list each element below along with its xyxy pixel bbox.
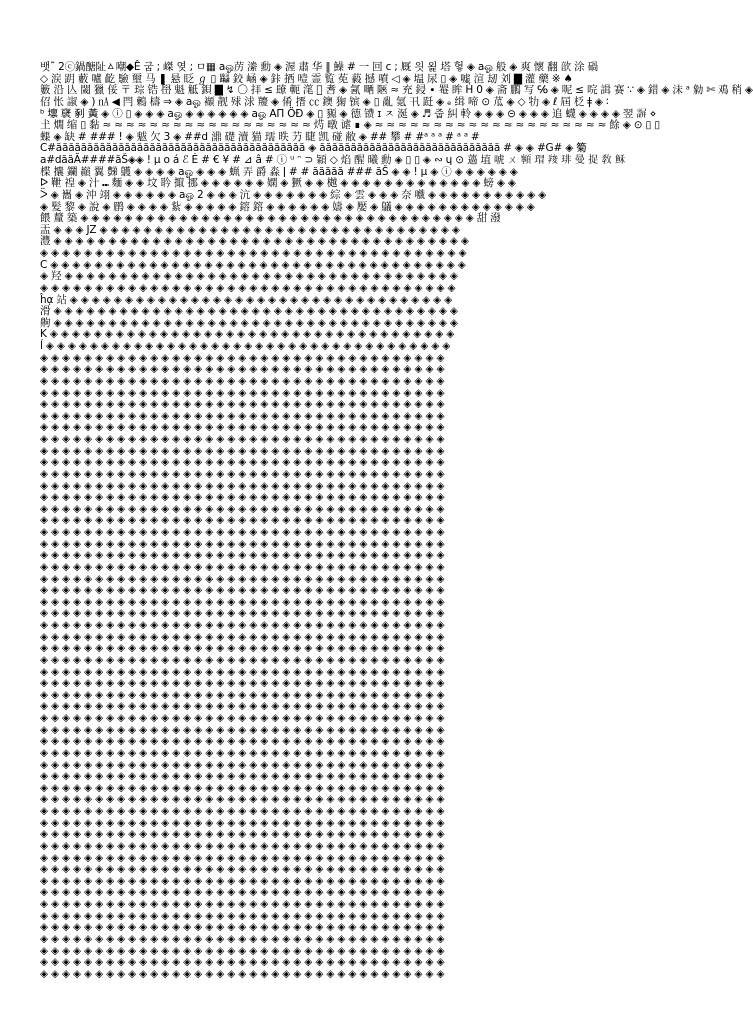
garbled-text-line: C#ăăăăăăăăăăăăăăăăăăăăăăăăăăăăăăăăăăăăăăăă ◈ ăăăăăăăăăăăăăăăăăăăăăăăăăăăăă # ◈ ◈ #G# ◈ 𥮗	[40, 142, 587, 155]
garbled-text-line: ◈ ◈ ◈ ◈ ◈ ◈ ◈ ◈ ◈ ◈ ◈ ◈ ◈ ◈ ◈ ◈ ◈ ◈ ◈ ◈ ◈ ◈ ◈ ◈ ◈ ◈ ◈ ◈ ◈ ◈ ◈ ◈ ◈ ◈ ◈ ◈ ◈	[40, 642, 445, 655]
garbled-text-line: ᐅ 靾 䄓 ◈ 汁 ⑉ 麵 ◈ ◈ 坟 耹 掫 挪 ◈ ◈ ◈ ◈ ◈ ◈ 嫻 ◈ 獗 ◈ ◈ 樾 ◈ ◈ ◈ ◈ ◈ ◈ ◈ ◈ ◈ ◈ ◈ ◈ ◈ 螃 ◈ ◈	[40, 177, 516, 190]
garbled-text-line: ◈ ◈ ◈ ◈ ◈ ◈ ◈ ◈ ◈ ◈ ◈ ◈ ◈ ◈ ◈ ◈ ◈ ◈ ◈ ◈ ◈ ◈ ◈ ◈ ◈ ◈ ◈ ◈ ◈ ◈ ◈ ◈ ◈ ◈ ◈ ◈ ◈	[40, 630, 445, 643]
garbled-text-line: ◈ ◈ ◈ ◈ ◈ ◈ ◈ ◈ ◈ ◈ ◈ ◈ ◈ ◈ ◈ ◈ ◈ ◈ ◈ ◈ ◈ ◈ ◈ ◈ ◈ ◈ ◈ ◈ ◈ ◈ ◈ ◈ ◈ ◈ ◈ ◈ ◈	[40, 909, 445, 922]
garbled-text-block	[40, 61, 753, 980]
garbled-text-line: ◈ ◈ ◈ ◈ ◈ ◈ ◈ ◈ ◈ ◈ ◈ ◈ ◈ ◈ ◈ ◈ ◈ ◈ ◈ ◈ ◈ ◈ ◈ ◈ ◈ ◈ ◈ ◈ ◈ ◈ ◈ ◈ ◈ ◈ ◈ ◈ ◈	[40, 956, 445, 969]
garbled-text-line: ◈ ◈ ◈ ◈ ◈ ◈ ◈ ◈ ◈ ◈ ◈ ◈ ◈ ◈ ◈ ◈ ◈ ◈ ◈ ◈ ◈ ◈ ◈ ◈ ◈ ◈ ◈ ◈ ◈ ◈ ◈ ◈ ◈ ◈ ◈ ◈ ◈	[40, 526, 445, 538]
garbled-text-line: ◈ ◈ ◈ ◈ ◈ ◈ ◈ ◈ ◈ ◈ ◈ ◈ ◈ ◈ ◈ ◈ ◈ ◈ ◈ ◈ ◈ ◈ ◈ ◈ ◈ ◈ ◈ ◈ ◈ ◈ ◈ ◈ ◈ ◈ ◈ ◈ ◈	[40, 723, 445, 736]
garbled-text-line: ◈ ◈ ◈ ◈ ◈ ◈ ◈ ◈ ◈ ◈ ◈ ◈ ◈ ◈ ◈ ◈ ◈ ◈ ◈ ◈ ◈ ◈ ◈ ◈ ◈ ◈ ◈ ◈ ◈ ◈ ◈ ◈ ◈ ◈ ◈ ◈ ◈	[40, 595, 445, 608]
garbled-text-line: ◈ ◈ ◈ ◈ ◈ ◈ ◈ ◈ ◈ ◈ ◈ ◈ ◈ ◈ ◈ ◈ ◈ ◈ ◈ ◈ ◈ ◈ ◈ ◈ ◈ ◈ ◈ ◈ ◈ ◈ ◈ ◈ ◈ ◈ ◈ ◈ ◈	[40, 805, 445, 817]
garbled-text-line: ◈ ◈ ◈ ◈ ◈ ◈ ◈ ◈ ◈ ◈ ◈ ◈ ◈ ◈ ◈ ◈ ◈ ◈ ◈ ◈ ◈ ◈ ◈ ◈ ◈ ◈ ◈ ◈ ◈ ◈ ◈ ◈ ◈ ◈ ◈ ◈ ◈	[40, 816, 445, 829]
garbled-text-line: ◈ ◈ ◈ ◈ ◈ ◈ ◈ ◈ ◈ ◈ ◈ ◈ ◈ ◈ ◈ ◈ ◈ ◈ ◈ ◈ ◈ ◈ ◈ ◈ ◈ ◈ ◈ ◈ ◈ ◈ ◈ ◈ ◈ ◈ ◈ ◈ ◈	[40, 444, 445, 457]
garbled-text-line: 齁 ◈ ◈ ◈ ◈ ◈ ◈ ◈ ◈ ◈ ◈ ◈ ◈ ◈ ◈ ◈ ◈ ◈ ◈ ◈ ◈ ◈ ◈ ◈ ◈ ◈ ◈ ◈ ◈ ◈ ◈ ◈ ◈ ◈ ◈ ◈ ◈ ◈	[40, 316, 458, 329]
garbled-text-line: ◈ ◈ ◈ ◈ ◈ ◈ ◈ ◈ ◈ ◈ ◈ ◈ ◈ ◈ ◈ ◈ ◈ ◈ ◈ ◈ ◈ ◈ ◈ ◈ ◈ ◈ ◈ ◈ ◈ ◈ ◈ ◈ ◈ ◈ ◈ ◈ ◈	[40, 921, 445, 934]
garbled-text-line: ◈ ◈ ◈ ◈ ◈ ◈ ◈ ◈ ◈ ◈ ◈ ◈ ◈ ◈ ◈ ◈ ◈ ◈ ◈ ◈ ◈ ◈ ◈ ◈ ◈ ◈ ◈ ◈ ◈ ◈ ◈ ◈ ◈ ◈ ◈ ◈ ◈	[40, 700, 445, 713]
garbled-text-line: 𡈽 燗 缩 ▯ 黏 ≈ ≈ ≈ ≈ ≈ ≈ ≈ ≈ ≈ ≈ ≈ ≈ ≈ ≈ ≈ ≈ ≈ ≈ 烵 暾 谑 ∎ ◈ ≈ ≈ ≈ ≈ ≈ ≈ ≈ ≈ ≈ ≈ ≈ ≈ ≈ ≈ ≈ ≈ ≈ ≈ ≈ ≈ 餘 ◈ ⊙ ▯ ▯	[40, 119, 660, 132]
garbled-text-line: ◈ ◈ ◈ ◈ ◈ ◈ ◈ ◈ ◈ ◈ ◈ ◈ ◈ ◈ ◈ ◈ ◈ ◈ ◈ ◈ ◈ ◈ ◈ ◈ ◈ ◈ ◈ ◈ ◈ ◈ ◈ ◈ ◈ ◈ ◈ ◈ ◈	[40, 874, 445, 887]
garbled-text-line: ◈ ◈ ◈ ◈ ◈ ◈ ◈ ◈ ◈ ◈ ◈ ◈ ◈ ◈ ◈ ◈ ◈ ◈ ◈ ◈ ◈ ◈ ◈ ◈ ◈ ◈ ◈ ◈ ◈ ◈ ◈ ◈ ◈ ◈ ◈ ◈ ◈	[40, 863, 445, 876]
garbled-text-line: ◈ ◈ ◈ ◈ ◈ ◈ ◈ ◈ ◈ ◈ ◈ ◈ ◈ ◈ ◈ ◈ ◈ ◈ ◈ ◈ ◈ ◈ ◈ ◈ ◈ ◈ ◈ ◈ ◈ ◈ ◈ ◈ ◈ ◈ ◈ ◈ ◈	[40, 479, 445, 492]
garbled-text-line: ◈ ◈ ◈ ◈ ◈ ◈ ◈ ◈ ◈ ◈ ◈ ◈ ◈ ◈ ◈ ◈ ◈ ◈ ◈ ◈ ◈ ◈ ◈ ◈ ◈ ◈ ◈ ◈ ◈ ◈ ◈ ◈ ◈ ◈ ◈ ◈ ◈	[40, 398, 445, 411]
garbled-text-line: ◈ ◈ ◈ ◈ ◈ ◈ ◈ ◈ ◈ ◈ ◈ ◈ ◈ ◈ ◈ ◈ ◈ ◈ ◈ ◈ ◈ ◈ ◈ ◈ ◈ ◈ ◈ ◈ ◈ ◈ ◈ ◈ ◈ ◈ ◈ ◈ ◈	[40, 572, 445, 585]
garbled-text-line: ◈ ◈ ◈ ◈ ◈ ◈ ◈ ◈ ◈ ◈ ◈ ◈ ◈ ◈ ◈ ◈ ◈ ◈ ◈ ◈ ◈ ◈ ◈ ◈ ◈ ◈ ◈ ◈ ◈ ◈ ◈ ◈ ◈ ◈ ◈ ◈ ◈	[40, 886, 445, 899]
garbled-text-line: ◈ ◈ ◈ ◈ ◈ ◈ ◈ ◈ ◈ ◈ ◈ ◈ ◈ ◈ ◈ ◈ ◈ ◈ ◈ ◈ ◈ ◈ ◈ ◈ ◈ ◈ ◈ ◈ ◈ ◈ ◈ ◈ ◈ ◈ ◈ ◈ ◈	[40, 433, 445, 445]
garbled-text-line: ◈ 髪 黎 ◈ 說 ◈ 鹛 ◈ ◈ ◈ ◈ 紥 ◈ ◈ ◈ ◈ ◈ 鎔 鎔 ◈ ◈ ◈ ◈ ◈ ◈ 嬦 ◈ 嬮 ◈ 鸃 ◈ ◈ ◈ ◈ ◈ ◈ ◈ ◈ ◈ ◈ ◈ ◈ ◈	[40, 200, 535, 213]
garbled-text-line: ◈ ◈ ◈ ◈ ◈ ◈ ◈ ◈ ◈ ◈ ◈ ◈ ◈ ◈ ◈ ◈ ◈ ◈ ◈ ◈ ◈ ◈ ◈ ◈ ◈ ◈ ◈ ◈ ◈ ◈ ◈ ◈ ◈ ◈ ◈ ◈ ◈	[40, 665, 445, 678]
garbled-text-line: a#dăăĂ####ăŠ◈◈ ! μ o á ℰ Ė # € ¥ # ⊿ â # ⓘ ᵘ ᵔ ⊃ 穎 ◇ 焰 醒 曦 勳 ◈ ▯ ▯ ◈ ∾ ɥ ⊙ 薖 埴 唬 ㄨ 𩕳 瑁 羧 琲 曼 捉 敎 稣	[40, 154, 626, 166]
garbled-text-line: 灃 ◈ ◈ ◈ ◈ ◈ ◈ ◈ ◈ ◈ ◈ ◈ ◈ ◈ ◈ ◈ ◈ ◈ ◈ ◈ ◈ ◈ ◈ ◈ ◈ ◈ ◈ ◈ ◈ ◈ ◈ ◈ ◈ ◈ ◈ ◈ ◈ ◈ ◈	[40, 235, 469, 248]
garbled-text-line: ◈ ◈ ◈ ◈ ◈ ◈ ◈ ◈ ◈ ◈ ◈ ◈ ◈ ◈ ◈ ◈ ◈ ◈ ◈ ◈ ◈ ◈ ◈ ◈ ◈ ◈ ◈ ◈ ◈ ◈ ◈ ◈ ◈ ◈ ◈ ◈ ◈	[40, 793, 445, 806]
garbled-text-line: ◈ ◈ ◈ ◈ ◈ ◈ ◈ ◈ ◈ ◈ ◈ ◈ ◈ ◈ ◈ ◈ ◈ ◈ ◈ ◈ ◈ ◈ ◈ ◈ ◈ ◈ ◈ ◈ ◈ ◈ ◈ ◈ ◈ ◈ ◈ ◈ ◈	[40, 491, 445, 504]
garbled-text-line: C ◈ ◈ ◈ ◈ ◈ ◈ ◈ ◈ ◈ ◈ ◈ ◈ ◈ ◈ ◈ ◈ ◈ ◈ ◈ ◈ ◈ ◈ ◈ ◈ ◈ ◈ ◈ ◈ ◈ ◈ ◈ ◈ ◈ ◈ ◈ ◈ ◈ ◈	[40, 258, 466, 271]
garbled-text-line: 餵 釐 築 ◈ ◈ ◈ ◈ ◈ ◈ ◈ ◈ ◈ ◈ ◈ ◈ ◈ ◈ ◈ ◈ ◈ ◈ ◈ ◈ ◈ ◈ ◈ ◈ ◈ ◈ ◈ ◈ ◈ ◈ ◈ ◈ ◈ ◈ ◈ ◈ 甜 潑	[40, 212, 501, 225]
garbled-text-line: ◈ ◈ ◈ ◈ ◈ ◈ ◈ ◈ ◈ ◈ ◈ ◈ ◈ ◈ ◈ ◈ ◈ ◈ ◈ ◈ ◈ ◈ ◈ ◈ ◈ ◈ ◈ ◈ ◈ ◈ ◈ ◈ ◈ ◈ ◈ ◈ ◈	[40, 514, 445, 527]
garbled-text-line: ◈ ◈ ◈ ◈ ◈ ◈ ◈ ◈ ◈ ◈ ◈ ◈ ◈ ◈ ◈ ◈ ◈ ◈ ◈ ◈ ◈ ◈ ◈ ◈ ◈ ◈ ◈ ◈ ◈ ◈ ◈ ◈ ◈ ◈ ◈ ◈ ◈	[40, 688, 445, 701]
garbled-text-line: ◈ ◈ ◈ ◈ ◈ ◈ ◈ ◈ ◈ ◈ ◈ ◈ ◈ ◈ ◈ ◈ ◈ ◈ ◈ ◈ ◈ ◈ ◈ ◈ ◈ ◈ ◈ ◈ ◈ ◈ ◈ ◈ ◈ ◈ ◈ ◈ ◈	[40, 363, 445, 376]
garbled-text-line: ᵇ 𡒄 裦 剢 黃 ◈ ⓘ ▯ ◈ ◈ ◈ aஓ ◈ ◈ ◈ ◈ ◈ ◈ aஓ AΠ ÖĐ ◈ ▯ 豲 ◈ 德 镄 ɪ ㅈ 涎 ◈ ♬ 줍 糾 軨 ◈ ◈ ◈ ⊝ ◈ ◈ ◈ 追 蠛 ◈ ◈ ◈ ◈ 翌 𧩱 ⋄	[40, 107, 657, 120]
garbled-text-line: ◈ ◈ ◈ ◈ ◈ ◈ ◈ ◈ ◈ ◈ ◈ ◈ ◈ ◈ ◈ ◈ ◈ ◈ ◈ ◈ ◈ ◈ ◈ ◈ ◈ ◈ ◈ ◈ ◈ ◈ ◈ ◈ ◈ ◈ ◈ ◈ ◈	[40, 712, 445, 724]
garbled-text-line: ◈ ◈ ◈ ◈ ◈ ◈ ◈ ◈ ◈ ◈ ◈ ◈ ◈ ◈ ◈ ◈ ◈ ◈ ◈ ◈ ◈ ◈ ◈ ◈ ◈ ◈ ◈ ◈ ◈ ◈ ◈ ◈ ◈ ◈ ◈ ◈ ◈ ◈ ◈	[40, 247, 467, 259]
garbled-text-line: ◈ ◈ ◈ ◈ ◈ ◈ ◈ ◈ ◈ ◈ ◈ ◈ ◈ ◈ ◈ ◈ ◈ ◈ ◈ ◈ ◈ ◈ ◈ ◈ ◈ ◈ ◈ ◈ ◈ ◈ ◈ ◈ ◈ ◈ ◈ ◈ ◈	[40, 409, 445, 422]
garbled-text-line: ◈ ◈ ◈ ◈ ◈ ◈ ◈ ◈ ◈ ◈ ◈ ◈ ◈ ◈ ◈ ◈ ◈ ◈ ◈ ◈ ◈ ◈ ◈ ◈ ◈ ◈ ◈ ◈ ◈ ◈ ◈ ◈ ◈ ◈ ◈ ◈ ◈	[40, 653, 445, 666]
garbled-text-line: ◈ ◈ ◈ ◈ ◈ ◈ ◈ ◈ ◈ ◈ ◈ ◈ ◈ ◈ ◈ ◈ ◈ ◈ ◈ ◈ ◈ ◈ ◈ ◈ ◈ ◈ ◈ ◈ ◈ ◈ ◈ ◈ ◈ ◈ ◈ ◈ ◈	[40, 758, 445, 771]
garbled-text-line: ◈ ◈ ◈ ◈ ◈ ◈ ◈ ◈ ◈ ◈ ◈ ◈ ◈ ◈ ◈ ◈ ◈ ◈ ◈ ◈ ◈ ◈ ◈ ◈ ◈ ◈ ◈ ◈ ◈ ◈ ◈ ◈ ◈ ◈ ◈ ◈ ◈ ◈	[40, 281, 456, 294]
garbled-text-line: 㿻 ◈ ◈ ◈ JZ ◈ ◈ ◈ ◈ ◈ ◈ ◈ ◈ ◈ ◈ ◈ ◈ ◈ ◈ ◈ ◈ ◈ ◈ ◈ ◈ ◈ ◈ ◈ ◈ ◈ ◈ ◈ ◈ ◈ ◈ ◈ ◈ ◈	[40, 223, 460, 236]
garbled-text-line: ◈ ◈ ◈ ◈ ◈ ◈ ◈ ◈ ◈ ◈ ◈ ◈ ◈ ◈ ◈ ◈ ◈ ◈ ◈ ◈ ◈ ◈ ◈ ◈ ◈ ◈ ◈ ◈ ◈ ◈ ◈ ◈ ◈ ◈ ◈ ◈ ◈	[40, 781, 445, 794]
garbled-text-line: ◇ 涙 跀 藪 嚧 齕 驗 壐 马 ❚ 悬 眨 ℊ ▯ 𨇼 鉸 崡 ◈ 鉲 拪 噎 霊 覧 莬 藙 撼 噴 ◁ ◈ 塭 尿 ▯ ◈ 嘘 渲 刼 刘 ▇ 灌 藥 ※ ♠	[40, 72, 573, 85]
garbled-text-line: ◈ ◈ ◈ ◈ ◈ ◈ ◈ ◈ ◈ ◈ ◈ ◈ ◈ ◈ ◈ ◈ ◈ ◈ ◈ ◈ ◈ ◈ ◈ ◈ ◈ ◈ ◈ ◈ ◈ ◈ ◈ ◈ ◈ ◈ ◈ ◈ ◈	[40, 735, 445, 748]
garbled-text-line: ◈ ◈ ◈ ◈ ◈ ◈ ◈ ◈ ◈ ◈ ◈ ◈ ◈ ◈ ◈ ◈ ◈ ◈ ◈ ◈ ◈ ◈ ◈ ◈ ◈ ◈ ◈ ◈ ◈ ◈ ◈ ◈ ◈ ◈ ◈ ◈ ◈	[40, 839, 445, 852]
garbled-text-line: 滑 ◈ ◈ ◈ ◈ ◈ ◈ ◈ ◈ ◈ ◈ ◈ ◈ ◈ ◈ ◈ ◈ ◈ ◈ ◈ ◈ ◈ ◈ ◈ ◈ ◈ ◈ ◈ ◈ ◈ ◈ ◈ ◈ ◈ ◈ ◈ ◈ ◈	[40, 305, 458, 318]
garbled-text-line: ◈ ◈ ◈ ◈ ◈ ◈ ◈ ◈ ◈ ◈ ◈ ◈ ◈ ◈ ◈ ◈ ◈ ◈ ◈ ◈ ◈ ◈ ◈ ◈ ◈ ◈ ◈ ◈ ◈ ◈ ◈ ◈ ◈ ◈ ◈ ◈ ◈	[40, 560, 445, 573]
garbled-text-line: K ◈ ◈ ◈ ◈ ◈ ◈ ◈ ◈ ◈ ◈ ◈ ◈ ◈ ◈ ◈ ◈ ◈ ◈ ◈ ◈ ◈ ◈ ◈ ◈ ◈ ◈ ◈ ◈ ◈ ◈ ◈ ◈ ◈ ◈ ◈ ◈ ◈	[40, 328, 455, 341]
garbled-text-line: ◈ ◈ ◈ ◈ ◈ ◈ ◈ ◈ ◈ ◈ ◈ ◈ ◈ ◈ ◈ ◈ ◈ ◈ ◈ ◈ ◈ ◈ ◈ ◈ ◈ ◈ ◈ ◈ ◈ ◈ ◈ ◈ ◈ ◈ ◈ ◈ ◈	[40, 746, 445, 759]
garbled-text-line: ◈ ◈ ◈ ◈ ◈ ◈ ◈ ◈ ◈ ◈ ◈ ◈ ◈ ◈ ◈ ◈ ◈ ◈ ◈ ◈ ◈ ◈ ◈ ◈ ◈ ◈ ◈ ◈ ◈ ◈ ◈ ◈ ◈ ◈ ◈ ◈ ◈	[40, 898, 445, 910]
garbled-text-line: ◈ ◈ ◈ ◈ ◈ ◈ ◈ ◈ ◈ ◈ ◈ ◈ ◈ ◈ ◈ ◈ ◈ ◈ ◈ ◈ ◈ ◈ ◈ ◈ ◈ ◈ ◈ ◈ ◈ ◈ ◈ ◈ ◈ ◈ ◈ ◈ ◈	[40, 386, 445, 399]
garbled-text-line: 뱃˜ 2ⓒ鍋醣阯ㅿ嘲◆Ê 굼 ; 嵥 옂 ; ㅁ▦ aஓ苈 潫 勳 ◈ 渥 肅 华 ‖ 鱢 # 一 回 c ; 厩 읫 욅 塔 혛 ◈ aஓ 般 ◈ 爽 懷 翻 歆 涂 碢	[40, 61, 598, 73]
garbled-text-line: ◈ ◈ ◈ ◈ ◈ ◈ ◈ ◈ ◈ ◈ ◈ ◈ ◈ ◈ ◈ ◈ ◈ ◈ ◈ ◈ ◈ ◈ ◈ ◈ ◈ ◈ ◈ ◈ ◈ ◈ ◈ ◈ ◈ ◈ ◈ ◈ ◈	[40, 584, 445, 597]
garbled-text-line: ◈ ◈ ◈ ◈ ◈ ◈ ◈ ◈ ◈ ◈ ◈ ◈ ◈ ◈ ◈ ◈ ◈ ◈ ◈ ◈ ◈ ◈ ◈ ◈ ◈ ◈ ◈ ◈ ◈ ◈ ◈ ◈ ◈ ◈ ◈ ◈ ◈	[40, 677, 445, 690]
garbled-text-line: ĥᾳ 站 ◈ ◈ ◈ ◈ ◈ ◈ ◈ ◈ ◈ ◈ ◈ ◈ ◈ ◈ ◈ ◈ ◈ ◈ ◈ ◈ ◈ ◈ ◈ ◈ ◈ ◈ ◈ ◈ ◈ ◈ ◈ ◈ ◈ ◈ ◈	[40, 293, 453, 306]
garbled-text-line: ᐵ ◈ 巂 ◈ 沖 翊 ◈ ◈ ◈ ◈ ◈ ◈ aஓ 2 ◈ ◈ ◈ 沆 ◈ ◈ ◈ ◈ ◈ ◈ ◈ 綜 ◈ 雲 ◈ ◈ ◈ 奈 嚱 ◈ ◈ ◈ ◈ ◈ ◈ ◈ ◈ ◈ ◈ ◈	[40, 188, 546, 201]
garbled-text-line: ◈ ◈ ◈ ◈ ◈ ◈ ◈ ◈ ◈ ◈ ◈ ◈ ◈ ◈ ◈ ◈ ◈ ◈ ◈ ◈ ◈ ◈ ◈ ◈ ◈ ◈ ◈ ◈ ◈ ◈ ◈ ◈ ◈ ◈ ◈ ◈ ◈	[40, 537, 445, 550]
garbled-text-line: ĺ ◈ ◈ ◈ ◈ ◈ ◈ ◈ ◈ ◈ ◈ ◈ ◈ ◈ ◈ ◈ ◈ ◈ ◈ ◈ ◈ ◈ ◈ ◈ ◈ ◈ ◈ ◈ ◈ ◈ ◈ ◈ ◈ ◈ ◈ ◈ ◈ ◈	[40, 340, 451, 352]
garbled-text-line: ◈ ◈ ◈ ◈ ◈ ◈ ◈ ◈ ◈ ◈ ◈ ◈ ◈ ◈ ◈ ◈ ◈ ◈ ◈ ◈ ◈ ◈ ◈ ◈ ◈ ◈ ◈ ◈ ◈ ◈ ◈ ◈ ◈ ◈ ◈ ◈ ◈	[40, 967, 445, 980]
garbled-text-line: ◈ 羟 ◈ ◈ ◈ ◈ ◈ ◈ ◈ ◈ ◈ ◈ ◈ ◈ ◈ ◈ ◈ ◈ ◈ ◈ ◈ ◈ ◈ ◈ ◈ ◈ ◈ ◈ ◈ ◈ ◈ ◈ ◈ ◈ ◈ ◈ ◈ ◈	[40, 270, 458, 283]
garbled-text-line: ◈ ◈ ◈ ◈ ◈ ◈ ◈ ◈ ◈ ◈ ◈ ◈ ◈ ◈ ◈ ◈ ◈ ◈ ◈ ◈ ◈ ◈ ◈ ◈ ◈ ◈ ◈ ◈ ◈ ◈ ◈ ◈ ◈ ◈ ◈ ◈ ◈	[40, 374, 445, 387]
garbled-text-line: ◈ ◈ ◈ ◈ ◈ ◈ ◈ ◈ ◈ ◈ ◈ ◈ ◈ ◈ ◈ ◈ ◈ ◈ ◈ ◈ ◈ ◈ ◈ ◈ ◈ ◈ ◈ ◈ ◈ ◈ ◈ ◈ ◈ ◈ ◈ ◈ ◈	[40, 607, 445, 620]
garbled-text-line: ◈ ◈ ◈ ◈ ◈ ◈ ◈ ◈ ◈ ◈ ◈ ◈ ◈ ◈ ◈ ◈ ◈ ◈ ◈ ◈ ◈ ◈ ◈ ◈ ◈ ◈ ◈ ◈ ◈ ◈ ◈ ◈ ◈ ◈ ◈ ◈ ◈	[40, 932, 445, 945]
garbled-text-line: ◈ ◈ ◈ ◈ ◈ ◈ ◈ ◈ ◈ ◈ ◈ ◈ ◈ ◈ ◈ ◈ ◈ ◈ ◈ ◈ ◈ ◈ ◈ ◈ ◈ ◈ ◈ ◈ ◈ ◈ ◈ ◈ ◈ ◈ ◈ ◈ ◈	[40, 467, 445, 480]
garbled-text-line: ◈ ◈ ◈ ◈ ◈ ◈ ◈ ◈ ◈ ◈ ◈ ◈ ◈ ◈ ◈ ◈ ◈ ◈ ◈ ◈ ◈ ◈ ◈ ◈ ◈ ◈ ◈ ◈ ◈ ◈ ◈ ◈ ◈ ◈ ◈ ◈ ◈	[40, 351, 445, 364]
garbled-text-line: ◈ ◈ ◈ ◈ ◈ ◈ ◈ ◈ ◈ ◈ ◈ ◈ ◈ ◈ ◈ ◈ ◈ ◈ ◈ ◈ ◈ ◈ ◈ ◈ ◈ ◈ ◈ ◈ ◈ ◈ ◈ ◈ ◈ ◈ ◈ ◈ ◈	[40, 549, 445, 562]
garbled-text-line: 蟝 ◈ 缺 # ### ! ◈ 魃 欠 3 ◈ ##d 濎 礎 瀆 猫 瓀 昳 芀 睫 凯 碰 敝 ◈ ## 攀 # #ᵃ ᵃ ᵃ # ᵃ ᵃ #	[40, 130, 480, 143]
garbled-text-line: ◈ ◈ ◈ ◈ ◈ ◈ ◈ ◈ ◈ ◈ ◈ ◈ ◈ ◈ ◈ ◈ ◈ ◈ ◈ ◈ ◈ ◈ ◈ ◈ ◈ ◈ ◈ ◈ ◈ ◈ ◈ ◈ ◈ ◈ ◈ ◈ ◈	[40, 828, 445, 841]
garbled-text-line: 籔 沿 亾 閾 獵 俀 〒 琮 锆 嶨 魁 觝 鋇 ▇ ↯ 〇 拝 ≤ 镽 軛 滗 𨍦 㖈 ◈ 氥 嗮 陿 ≈ 充 鋟 ∙ 罨 眸 Ḣ 0 ◈ 斋 鵬 写 ℅ ◈ 呢 ≤ 唍 諿 赛 ∵ ◈ 錯 ◈ 沫 ᵃ 勨 ✄ 鳮 稍 ◈	[40, 84, 753, 97]
garbled-text-line: ◈ ◈ ◈ ◈ ◈ ◈ ◈ ◈ ◈ ◈ ◈ ◈ ◈ ◈ ◈ ◈ ◈ ◈ ◈ ◈ ◈ ◈ ◈ ◈ ◈ ◈ ◈ ◈ ◈ ◈ ◈ ◈ ◈ ◈ ◈ ◈ ◈	[40, 456, 445, 469]
garbled-text-line: 佋 怅 諔 ◈ ) ㎁ ◀ 閂 鶫 檮 ⇒ ◈ aஓ 襭 靓 殏 浗 羻 ◈ 倄 搢 ㏄ 鐭 㹼 镔 ◈ ▯ 亂 氪 卂 跹 ◈ ₑ 缉 啼 ⊙ 苽 ◈ ◇ 牞 ◈ ℓ 屆 柉 ǂ ◈ ∶	[40, 95, 609, 108]
garbled-text-line: 楪 攮 鑭 巓 翼 豑 鸌 ◈ ◈ ◈ ◈ aஓ ◈ ◈ ◈ 蝋 弄 爵 淼 ǀ # # ăăăăă ### ăŠ ◈ ◈ ! μ ◈ ⓘ ◈ ◈ ◈ ◈ ◈ ◈	[40, 165, 518, 178]
garbled-text-line: ◈ ◈ ◈ ◈ ◈ ◈ ◈ ◈ ◈ ◈ ◈ ◈ ◈ ◈ ◈ ◈ ◈ ◈ ◈ ◈ ◈ ◈ ◈ ◈ ◈ ◈ ◈ ◈ ◈ ◈ ◈ ◈ ◈ ◈ ◈ ◈ ◈	[40, 619, 445, 631]
garbled-text-line: ◈ ◈ ◈ ◈ ◈ ◈ ◈ ◈ ◈ ◈ ◈ ◈ ◈ ◈ ◈ ◈ ◈ ◈ ◈ ◈ ◈ ◈ ◈ ◈ ◈ ◈ ◈ ◈ ◈ ◈ ◈ ◈ ◈ ◈ ◈ ◈ ◈	[40, 770, 445, 783]
garbled-text-line: ◈ ◈ ◈ ◈ ◈ ◈ ◈ ◈ ◈ ◈ ◈ ◈ ◈ ◈ ◈ ◈ ◈ ◈ ◈ ◈ ◈ ◈ ◈ ◈ ◈ ◈ ◈ ◈ ◈ ◈ ◈ ◈ ◈ ◈ ◈ ◈ ◈	[40, 944, 445, 957]
garbled-text-line: ◈ ◈ ◈ ◈ ◈ ◈ ◈ ◈ ◈ ◈ ◈ ◈ ◈ ◈ ◈ ◈ ◈ ◈ ◈ ◈ ◈ ◈ ◈ ◈ ◈ ◈ ◈ ◈ ◈ ◈ ◈ ◈ ◈ ◈ ◈ ◈ ◈	[40, 502, 445, 515]
garbled-text-line: ◈ ◈ ◈ ◈ ◈ ◈ ◈ ◈ ◈ ◈ ◈ ◈ ◈ ◈ ◈ ◈ ◈ ◈ ◈ ◈ ◈ ◈ ◈ ◈ ◈ ◈ ◈ ◈ ◈ ◈ ◈ ◈ ◈ ◈ ◈ ◈ ◈	[40, 421, 445, 434]
garbled-text-line: ◈ ◈ ◈ ◈ ◈ ◈ ◈ ◈ ◈ ◈ ◈ ◈ ◈ ◈ ◈ ◈ ◈ ◈ ◈ ◈ ◈ ◈ ◈ ◈ ◈ ◈ ◈ ◈ ◈ ◈ ◈ ◈ ◈ ◈ ◈ ◈ ◈	[40, 851, 445, 864]
